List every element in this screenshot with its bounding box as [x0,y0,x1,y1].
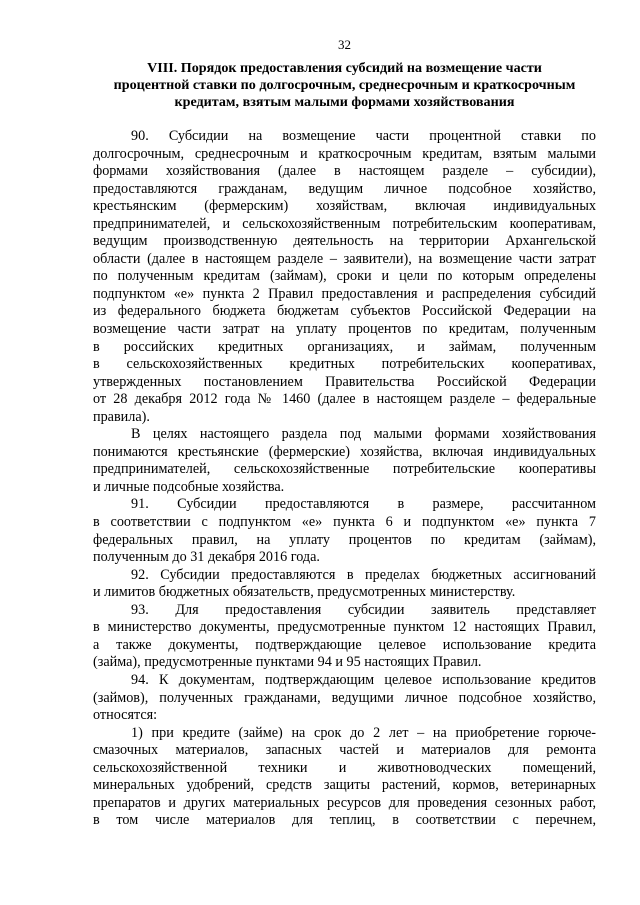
paragraph-line: в том числе материалов для теплиц, в соответствии с перечнем, [93,812,596,829]
section-title-line: процентной ставки по долгосрочным, среднесрочным и краткосрочным [113,77,576,93]
paragraph-line: (займа), предусмотренные пунктами 94 и 95 настоящих Правил. [93,654,482,671]
paragraph [93,496,596,566]
paragraph-line: минеральных удобрений, средств защиты растений, кормов, ветеринарных [93,777,596,794]
paragraph-line: долгосрочным, среднесрочным и краткосрочным кредитам, взятым малыми [93,145,596,162]
paragraph-line: В целях настоящего раздела под малыми формами хозяйствования [131,426,596,443]
paragraph-line: и лимитов бюджетных обязательств, предусмотренных министерству. [93,584,516,601]
paragraph-line: по полученным кредитам (займам), сроки и цели по которым определены [93,268,596,285]
paragraph-line: 91. Субсидии предоставляются в размере, рассчитанном [131,496,596,513]
section-title [93,60,596,111]
paragraph [93,567,596,602]
paragraph-line: а также документы, подтверждающие целевое использование кредита [93,636,596,653]
paragraph-line: относятся: [93,707,158,724]
paragraph-line: 92. Субсидии предоставляются в пределах бюджетных ассигнований [131,566,596,583]
paragraph-line: смазочных материалов, запасных частей и материалов для ремонта [93,742,596,759]
paragraph-line: в сельскохозяйственных кредитных потребительских кооперативах, [93,356,596,373]
paragraph-line: предоставляются гражданам, ведущим личное подсобное хозяйство, [93,180,596,197]
paragraph-line: области (далее в настоящем разделе – заявители), на возмещение части затрат [93,250,596,267]
paragraph-line: от 28 декабря 2012 года № 1460 (далее в настоящем разделе – федеральные [93,391,596,408]
paragraph-line: 94. К документам, подтверждающим целевое использование кредитов [131,671,596,688]
section-title-line: кредитам, взятым малыми формами хозяйствования [174,94,515,110]
paragraph [93,602,596,672]
body-text [93,128,596,830]
paragraph-line: формами хозяйствования (далее в настоящем разделе – субсидии), [93,163,596,180]
paragraph-line: в российских кредитных организациях, и займам, полученным [93,338,596,355]
paragraph-line: 93. Для предоставления субсидии заявитель представляет [131,601,596,618]
paragraph-line: 1) при кредите (займе) на срок до 2 лет – на приобретение горюче- [131,724,596,741]
paragraph-line: предпринимателей, и сельскохозяйственным потребительским кооперативам, [93,215,596,232]
document-page [93,0,596,905]
paragraph-line: федеральных правил, на уплату процентов по кредитам (займам), [93,531,596,548]
paragraph-line: подпунктом «е» пункта 2 Правил предоставления и распределения субсидий [93,285,596,302]
paragraph-line: возмещение части затрат на уплату процентов по кредитам, полученным [93,321,596,338]
paragraph [93,128,596,426]
paragraph-line: в министерство документы, предусмотренные пунктом 12 настоящих Правил, [93,619,596,636]
paragraph-line: и личные подсобные хозяйства. [93,478,285,495]
paragraph-line: утвержденных постановлением Правительства Российской Федерации [93,373,596,390]
paragraph-line: препаратов и других материальных ресурсов для проведения сезонных работ, [93,794,596,811]
paragraph [93,672,596,725]
paragraph-line: (займов), полученных гражданами, ведущими личное подсобное хозяйство, [93,689,596,706]
paragraph-line: в соответствии с подпунктом «е» пункта 6 и подпунктом «е» пункта 7 [93,514,596,531]
page-number: 32 [338,37,351,52]
paragraph-line: крестьянским (фермерским) хозяйствам, включая индивидуальных [93,198,596,215]
paragraph-line: из федерального бюджета бюджетам субъектов Российской Федерации на [93,303,596,320]
paragraph-line: предпринимателей, сельскохозяйственные потребительские кооперативы [93,461,596,478]
paragraph-line: 90. Субсидии на возмещение части процентной ставки по [131,128,596,144]
paragraph-line: сельскохозяйственной техники и животноводческих помещений, [93,759,596,776]
paragraph-line: ведущим производственную деятельность на территории Архангельской [93,233,596,250]
paragraph-line: полученным до 31 декабря 2016 года. [93,549,320,566]
paragraph-line: правила). [93,408,150,425]
paragraph [93,725,596,830]
paragraph-line: понимаются крестьянские (фермерские) хозяйства, включая индивидуальных [93,443,596,460]
section-title-line: VIII. Порядок предоставления субсидий на возмещение части [147,60,542,76]
paragraph [93,426,596,496]
